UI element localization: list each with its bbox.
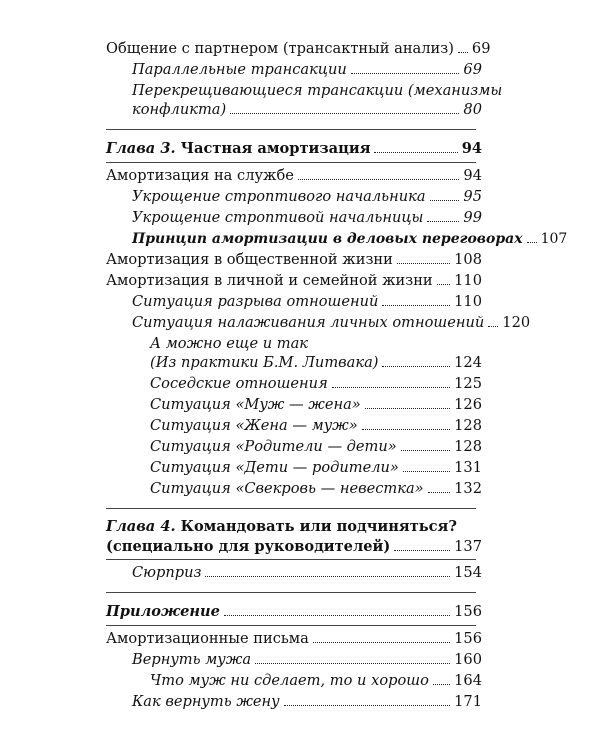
chapter-title: Командовать или подчиняться? xyxy=(180,518,457,535)
leader-dots xyxy=(437,284,450,285)
toc-entry-title: Принцип амортизации в деловых переговорах xyxy=(132,231,523,247)
toc-entry-page: 160 xyxy=(454,651,482,668)
toc-entry-page: 128 xyxy=(454,417,482,434)
toc-chapter[interactable] xyxy=(106,603,482,621)
toc-entry-page: 107 xyxy=(540,231,568,247)
toc-entry-title: Вернуть мужа xyxy=(132,651,252,668)
toc-entry-title: Ситуация «Муж — жена» xyxy=(150,396,361,413)
toc-entry[interactable] xyxy=(150,459,482,477)
section-divider xyxy=(106,559,476,560)
toc-entry[interactable] xyxy=(132,230,568,248)
toc-entry[interactable] xyxy=(106,167,482,185)
toc-entry-page: 80 xyxy=(463,101,482,118)
leader-dots xyxy=(382,366,450,367)
toc-entry-title: Параллельные трансакции xyxy=(132,61,347,78)
toc-entry-page: 69 xyxy=(471,40,491,57)
leader-dots xyxy=(255,663,450,664)
leader-dots xyxy=(351,73,460,74)
toc-entry-page: 154 xyxy=(454,564,482,581)
toc-entry-page: 110 xyxy=(454,293,482,310)
leader-dots xyxy=(458,52,468,53)
leader-dots xyxy=(527,242,537,243)
toc-entry-page: 99 xyxy=(463,209,482,226)
toc-entry[interactable] xyxy=(106,251,482,269)
toc-entry-page: 156 xyxy=(454,630,482,647)
leader-dots xyxy=(397,263,450,264)
leader-dots xyxy=(382,305,450,306)
toc-chapter[interactable] xyxy=(106,140,482,158)
toc-chapter[interactable] xyxy=(106,538,482,556)
toc-entry-title: Ситуация налаживания личных отношений xyxy=(132,314,485,331)
toc-chapter-line1 xyxy=(106,518,457,536)
toc-entry[interactable] xyxy=(106,630,482,648)
leader-dots xyxy=(374,152,457,153)
toc-entry-page: 69 xyxy=(463,61,482,78)
toc-entry-page: 171 xyxy=(454,693,482,710)
toc-entry-title: (Из практики Б.М. Литвака) xyxy=(150,354,379,371)
leader-dots xyxy=(313,642,450,643)
leader-dots xyxy=(224,615,450,616)
toc-entry[interactable] xyxy=(106,272,482,290)
leader-dots xyxy=(488,326,498,327)
toc-entry-title: Ситуация «Жена — муж» xyxy=(150,417,358,434)
section-divider xyxy=(106,508,476,509)
chapter-number: Глава 4. xyxy=(106,518,176,535)
toc-entry-page: 164 xyxy=(454,672,482,689)
toc-entry-page: 137 xyxy=(454,538,482,555)
toc-entry-title: Ситуация «Дети — родители» xyxy=(150,459,399,476)
leader-dots xyxy=(430,200,460,201)
toc-entry[interactable] xyxy=(150,672,482,690)
toc-entry-page: 132 xyxy=(454,480,482,497)
toc-entry-page: 124 xyxy=(454,354,482,371)
toc-entry-page: 131 xyxy=(454,459,482,476)
chapter-number: Глава 3. xyxy=(106,140,176,157)
leader-dots xyxy=(401,450,450,451)
toc-entry[interactable] xyxy=(150,354,482,372)
toc-entry-title: (специально для руководителей) xyxy=(106,538,391,555)
section-divider xyxy=(106,592,476,593)
toc-entry-title: Как вернуть жену xyxy=(132,693,280,710)
leader-dots xyxy=(205,576,450,577)
toc-entry-page: 120 xyxy=(502,314,531,331)
section-divider xyxy=(106,129,476,130)
toc-entry-title: Общение с партнером (трансактный анализ) xyxy=(106,40,454,57)
toc-entry-title: Ситуация разрыва отношений xyxy=(132,293,379,310)
leader-dots xyxy=(298,179,460,180)
toc-entry-page: 128 xyxy=(454,438,482,455)
toc-entry-page: 108 xyxy=(454,251,482,268)
toc-entry-page: 125 xyxy=(454,375,482,392)
toc-entry[interactable] xyxy=(106,40,491,58)
toc-entry-page: 126 xyxy=(454,396,482,413)
toc-entry-title-line1: Перекрещивающиеся трансакции (механизмы xyxy=(132,82,503,99)
toc-entry-title: Ситуация «Свекровь — невестка» xyxy=(150,480,424,497)
leader-dots xyxy=(433,684,450,685)
toc-entry-title: Амортизация в общественной жизни xyxy=(106,251,393,268)
toc-entry[interactable] xyxy=(132,61,482,79)
toc-entry-title: Ситуация «Родители — дети» xyxy=(150,438,397,455)
section-divider xyxy=(106,162,476,163)
toc-entry[interactable] xyxy=(132,293,482,311)
toc-entry[interactable] xyxy=(132,209,482,227)
leader-dots xyxy=(365,408,450,409)
toc-entry-title: Сюрприз xyxy=(132,564,202,581)
chapter-title: Частная амортизация xyxy=(180,140,371,157)
toc-entry[interactable] xyxy=(132,188,482,206)
toc-entry-page: 95 xyxy=(463,188,482,205)
toc-entry[interactable] xyxy=(150,438,482,456)
toc-entry-title: Что муж ни сделает, то и хорошо xyxy=(150,672,429,689)
toc-entry[interactable] xyxy=(132,101,482,119)
toc-entry-page: 94 xyxy=(463,167,482,184)
toc-entry-title: Амортизация в личной и семейной жизни xyxy=(106,272,433,289)
toc-entry-page: 110 xyxy=(454,272,482,289)
toc-entry[interactable] xyxy=(132,564,482,582)
toc-entry[interactable] xyxy=(150,396,482,414)
toc-entry[interactable] xyxy=(132,693,482,711)
appendix-title: Приложение xyxy=(106,603,220,620)
leader-dots xyxy=(403,471,450,472)
leader-dots xyxy=(362,429,450,430)
leader-dots xyxy=(394,550,450,551)
leader-dots xyxy=(428,492,451,493)
toc-entry-title: Амортизация на службе xyxy=(106,167,294,184)
toc-entry[interactable] xyxy=(132,314,531,332)
toc-entry[interactable] xyxy=(150,417,482,435)
toc-entry-page: 156 xyxy=(454,603,482,620)
leader-dots xyxy=(284,705,451,706)
leader-dots xyxy=(230,113,459,114)
toc-entry[interactable] xyxy=(132,651,482,669)
section-divider xyxy=(106,625,476,626)
leader-dots xyxy=(332,387,450,388)
toc-entry-title-line1: А можно еще и так xyxy=(150,335,309,352)
toc-entry-title: конфликта) xyxy=(132,101,227,118)
toc-entry[interactable] xyxy=(150,375,482,393)
toc-entry-title: Укрощение строптивой начальницы xyxy=(132,209,424,226)
leader-dots xyxy=(427,221,459,222)
toc-entry-title: Амортизационные письма xyxy=(106,630,309,647)
toc-entry-title: Соседские отношения xyxy=(150,375,328,392)
toc-entry[interactable] xyxy=(150,480,482,498)
toc-entry-title: Укрощение строптивого начальника xyxy=(132,188,426,205)
toc-entry-page: 94 xyxy=(461,140,482,157)
